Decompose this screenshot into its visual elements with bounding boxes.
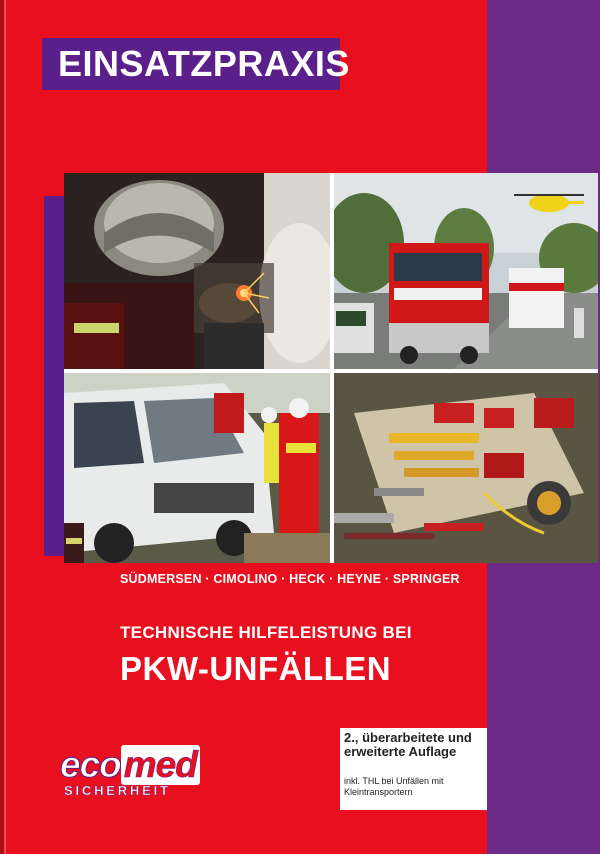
publisher-logo-sub: SICHERHEIT [64, 783, 171, 798]
publisher-logo-med: med [121, 745, 200, 785]
book-subtitle: TECHNISCHE HILFELEISTUNG BEI [120, 623, 412, 642]
photo-grid [64, 173, 598, 563]
photo-accent-bar [44, 196, 64, 556]
publisher-logo-eco: eco [60, 744, 121, 785]
edition-note: inkl. THL bei Unfällen mit Kleintransportern [344, 776, 444, 797]
fire-trucks-helicopter-photo [334, 173, 598, 369]
publisher-logo-wordmark [60, 745, 200, 785]
authors: SÜDMERSEN · CIMOLINO · HECK · HEYNE · SPRINGER [120, 572, 460, 586]
publisher-logo [60, 745, 245, 805]
book-title: PKW-UNFÄLLEN [120, 650, 392, 687]
edition-line: 2., überarbeitete und erweiterte Auflage [344, 730, 472, 759]
firefighter-cutting-photo [64, 173, 330, 369]
cover-edge-highlight [4, 0, 6, 854]
series-title: EINSATZPRAXIS [58, 43, 350, 84]
crashed-van-photo [64, 373, 330, 563]
rescue-tools-photo [334, 373, 598, 563]
